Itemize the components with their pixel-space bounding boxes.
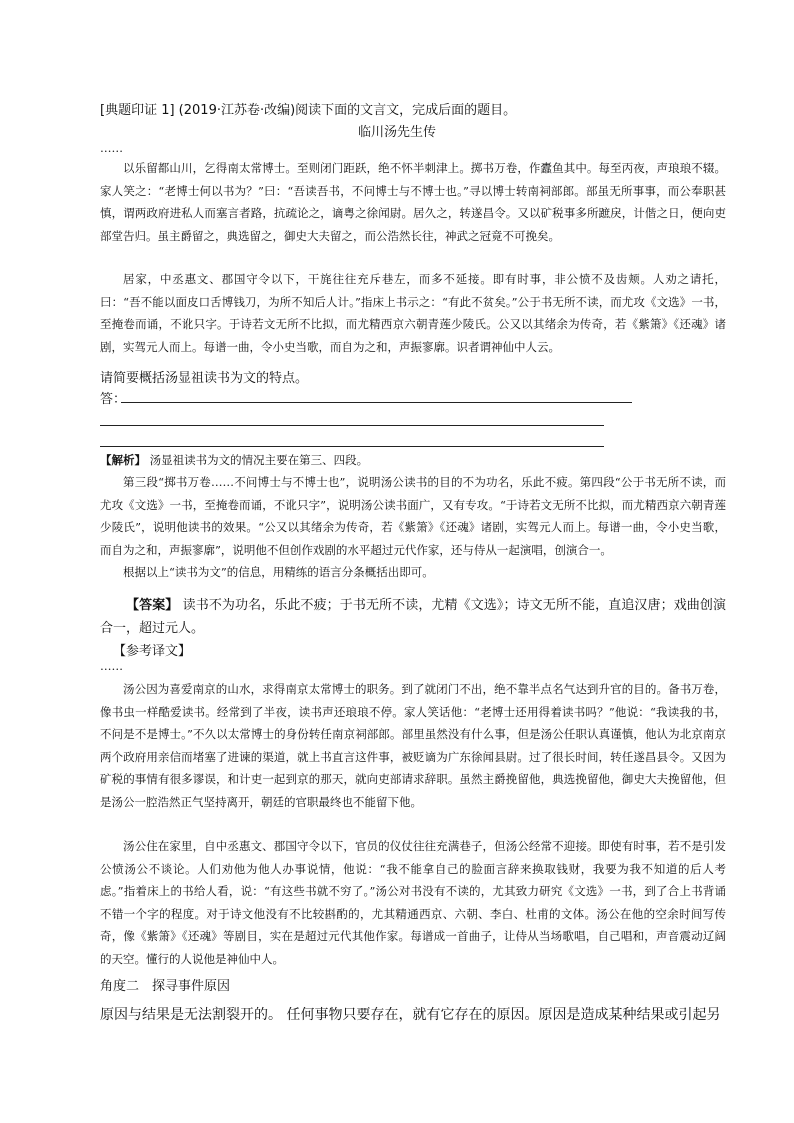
passage-paragraph-1 <box>100 157 726 247</box>
analysis-label: 【解析】 <box>100 453 146 467</box>
translation-text: 汤公住在家里，自中丞惠文、郡国守令以下，官员的仪仗往往充满巷子，但汤公经常不迎接。即使有时事，若不是引发公愤汤公不谈论。人们劝他为他人办事说情，他说：“我不能拿自己的脸面言辞来换取钱财，我要为我不知道的后人考虑。”指着床上的书给人看，说：“有这些书就不穷了。”汤公对书没有不读的，尤其致力研究《文选》一书，到了合上书背诵不错一个字的程度。对于诗文他没有不比较斟酌的，尤其精通西京、六朝、李白、杜甫的文体。汤公在他的空余时间写传奇，像《紫箫》《还魂》等剧目，实在是超过元代其他作家。每谱成一首曲子，让侍从当场歌唱，自己唱和，声音震动辽阔的天空。懂行的人说他是神仙中人。 <box>100 839 726 966</box>
passage-title: 临川汤先生传 <box>357 125 436 140</box>
analysis-tail: 根据以上“读书为文”的信息，用精练的语言分条概括出即可。 <box>123 565 434 580</box>
answer-text: 读书不为功名，乐此不疲；于书无所不读，尤精《文选》；诗文无所不能，直追汉唐；戏曲创演合一，超过元人。 <box>100 598 726 636</box>
section-text: 原因与结果是无法割裂开的。 任何事物只要存在，就有它存在的原因。原因是造成某种结果或引起另 <box>100 1007 721 1023</box>
ellipsis: …… <box>100 659 123 673</box>
passage-paragraph-2 <box>100 268 726 358</box>
answer-line <box>121 402 632 403</box>
analysis-block <box>100 449 726 583</box>
answer-label: 【答案】 <box>126 598 179 613</box>
answer-line <box>100 425 604 426</box>
example-intro: [典题印证 1] (2019·江苏卷·改编)阅读下面的文言文，完成后面的题目。 <box>100 103 517 118</box>
answer-line <box>100 446 604 447</box>
section-heading: 角度二 探寻事件原因 <box>100 979 231 994</box>
translation-paragraph-1 <box>100 678 726 814</box>
analysis-body: 第三段“掷书万卷……不问博士与不博士也”，说明汤公读书的目的不为功名，乐此不疲。第四段“公于书无所不读，而尤攻《文选》一书，至掩卷而诵，不讹只字”，说明汤公读书面广，又有专攻。“于诗若文无所不比拟，而尤精西京六朝青莲少陵氏”，说明他读书的效果。“公又以其绪余为传奇，若《紫箫》《还魂》诸剧，实驾元人而上。每谱一曲，令小史当歌，而自为之和，声振寥廓”，说明他不但创作戏剧的水平超过元代作家，还与侍从一起演唱，创演合一。 <box>100 475 726 557</box>
translation-text: 汤公因为喜爱南京的山水，求得南京太常博士的职务。到了就闭门不出，绝不靠半点名气达到升官的目的。备书万卷，像书虫一样酷爱读书。经常到了半夜，读书声还琅琅不停。家人笑话他：“老博士还用得着读书吗？”他说：“我读我的书，不问是不是博士。”不久以太常博士的身份转任南京祠部郎。部里虽然没有什么事，但是汤公任职认真谨慎，他认为北京南京两个政府用亲信而堵塞了进谏的渠道，就上书直言这件事，被贬谪为广东徐闻县尉。过了很长时间，转任遂昌县令。又因为矿税的事情有很多谬误，和计吏一起到京的那天，就向吏部请求辞职。虽然主爵挽留他，典选挽留他，御史大夫挽留他，但是汤公一腔浩然正气坚持离开，朝廷的官职最终也不能留下他。 <box>100 682 726 809</box>
passage-text: 以乐留都山川，乞得南太常博士。至则闭门距跃，绝不怀半刺津上。掷书万卷，作蠹鱼其中。每至丙夜，声琅琅不辍。家人笑之：“老博士何以书为？”曰：“吾读吾书，不问博士与不博士也。”寻以博士转南祠部郎。部虽无所事事，而公奉职甚慎，谓两政府进私人而塞言者路，抗疏论之，谪粤之徐闻尉。居久之，转遂昌令。又以矿税事多所蹠戾，计偕之日，便向吏部堂告归。虽主爵留之，典选留之，御史大夫留之，而公浩然长往，神武之冠竟不可挽矣。 <box>100 161 726 243</box>
answer-block <box>100 595 726 640</box>
ellipsis: …… <box>100 141 123 155</box>
translation-label: 【参考译文】 <box>113 644 192 659</box>
answer-label: 答： <box>100 392 127 407</box>
translation-paragraph-2 <box>100 835 726 971</box>
question-prompt: 请简要概括汤显祖读书为文的特点。 <box>100 371 309 386</box>
passage-text: 居家，中丞惠文、郡国守令以下，干旄往往充斥巷左，而多不延接。即有时事，非公愤不及齿颊。人劝之请托，曰：“吾不能以面皮口舌博钱刀，为所不知后人计。”指床上书示之：“有此不贫矣。”公于书无所不读，而尤攻《文选》一书，至掩卷而诵，不讹只字。于诗若文无所不比拟，而尤精西京六朝青莲少陵氏。公又以其绪余为传奇，若《紫箫》《还魂》诸剧，实驾元人而上。每谱一曲，令小史当歌，而自为之和，声振寥廓。识者谓神仙中人云。 <box>100 272 726 354</box>
analysis-lead: 汤显祖读书为文的情况主要在第三、四段。 <box>149 453 369 467</box>
